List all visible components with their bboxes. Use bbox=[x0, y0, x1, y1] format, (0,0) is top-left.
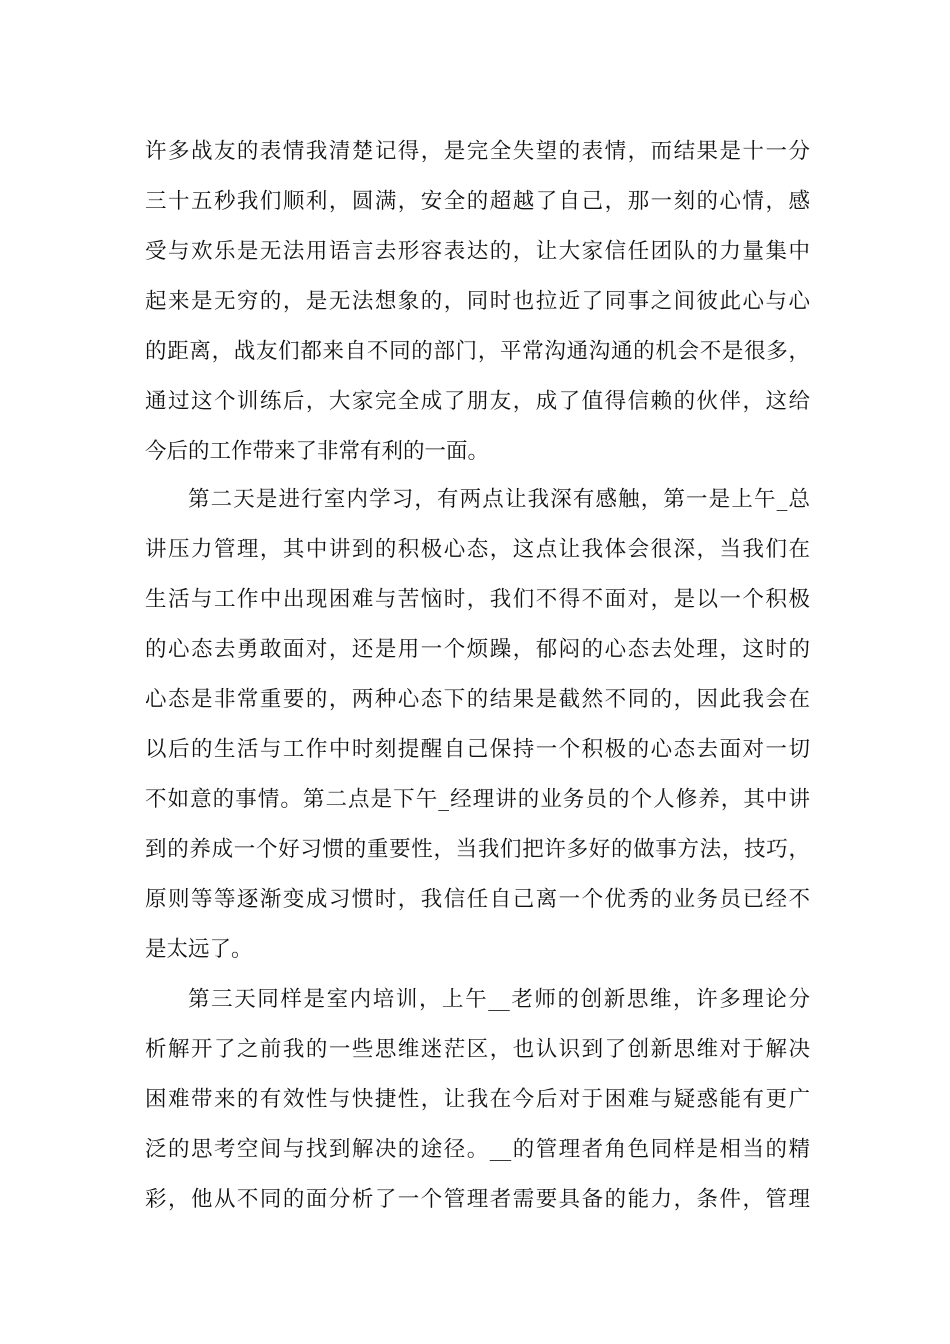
text-line: 泛的思考空间与找到解决的途径。__的管理者角色同样是相当的精 bbox=[145, 1137, 810, 1162]
text-line: 心态是非常重要的，两种心态下的结果是截然不同的，因此我会在 bbox=[145, 687, 810, 712]
text-line: 彩，他从不同的面分析了一个管理者需要具备的能力，条件，管理 bbox=[145, 1187, 810, 1212]
text-line: 困难带来的有效性与快捷性，让我在今后对于困难与疑惑能有更广 bbox=[145, 1087, 810, 1112]
text-line: 生活与工作中出现困难与苦恼时，我们不得不面对，是以一个积极 bbox=[145, 587, 810, 612]
text-line: 到的养成一个好习惯的重要性，当我们把许多好的做事方法，技巧， bbox=[145, 837, 810, 862]
text-line: 受与欢乐是无法用语言去形容表达的，让大家信任团队的力量集中 bbox=[145, 239, 810, 264]
text-line: 三十五秒我们顺利，圆满，安全的超越了自己，那一刻的心情，感 bbox=[145, 189, 810, 214]
text-line: 今后的工作带来了非常有利的一面。 bbox=[145, 439, 490, 464]
text-line: 原则等等逐渐变成习惯时，我信任自己离一个优秀的业务员已经不 bbox=[145, 887, 810, 912]
text-line: 通过这个训练后，大家完全成了朋友，成了值得信赖的伙伴，这给 bbox=[145, 389, 810, 414]
text-line: 第二天是进行室内学习，有两点让我深有感触，第一是上午_总 bbox=[188, 487, 810, 512]
text-line: 讲压力管理，其中讲到的积极心态，这点让我体会很深，当我们在 bbox=[145, 537, 810, 562]
text-line: 是太远了。 bbox=[145, 937, 253, 962]
text-line: 许多战友的表情我清楚记得，是完全失望的表情，而结果是十一分 bbox=[145, 139, 810, 164]
text-line: 析解开了之前我的一些思维迷茫区，也认识到了创新思维对于解决 bbox=[145, 1037, 810, 1062]
text-line: 不如意的事情。第二点是下午_经理讲的业务员的个人修养，其中讲 bbox=[145, 787, 810, 812]
text-line: 第三天同样是室内培训，上午__老师的创新思维，许多理论分 bbox=[188, 987, 810, 1012]
text-line: 起来是无穷的，是无法想象的，同时也拉近了同事之间彼此心与心 bbox=[145, 289, 810, 314]
text-line: 的距离，战友们都来自不同的部门，平常沟通沟通的机会不是很多， bbox=[145, 339, 810, 364]
text-line: 的心态去勇敢面对，还是用一个烦躁，郁闷的心态去处理，这时的 bbox=[145, 637, 810, 662]
text-line: 以后的生活与工作中时刻提醒自己保持一个积极的心态去面对一切 bbox=[145, 737, 810, 762]
